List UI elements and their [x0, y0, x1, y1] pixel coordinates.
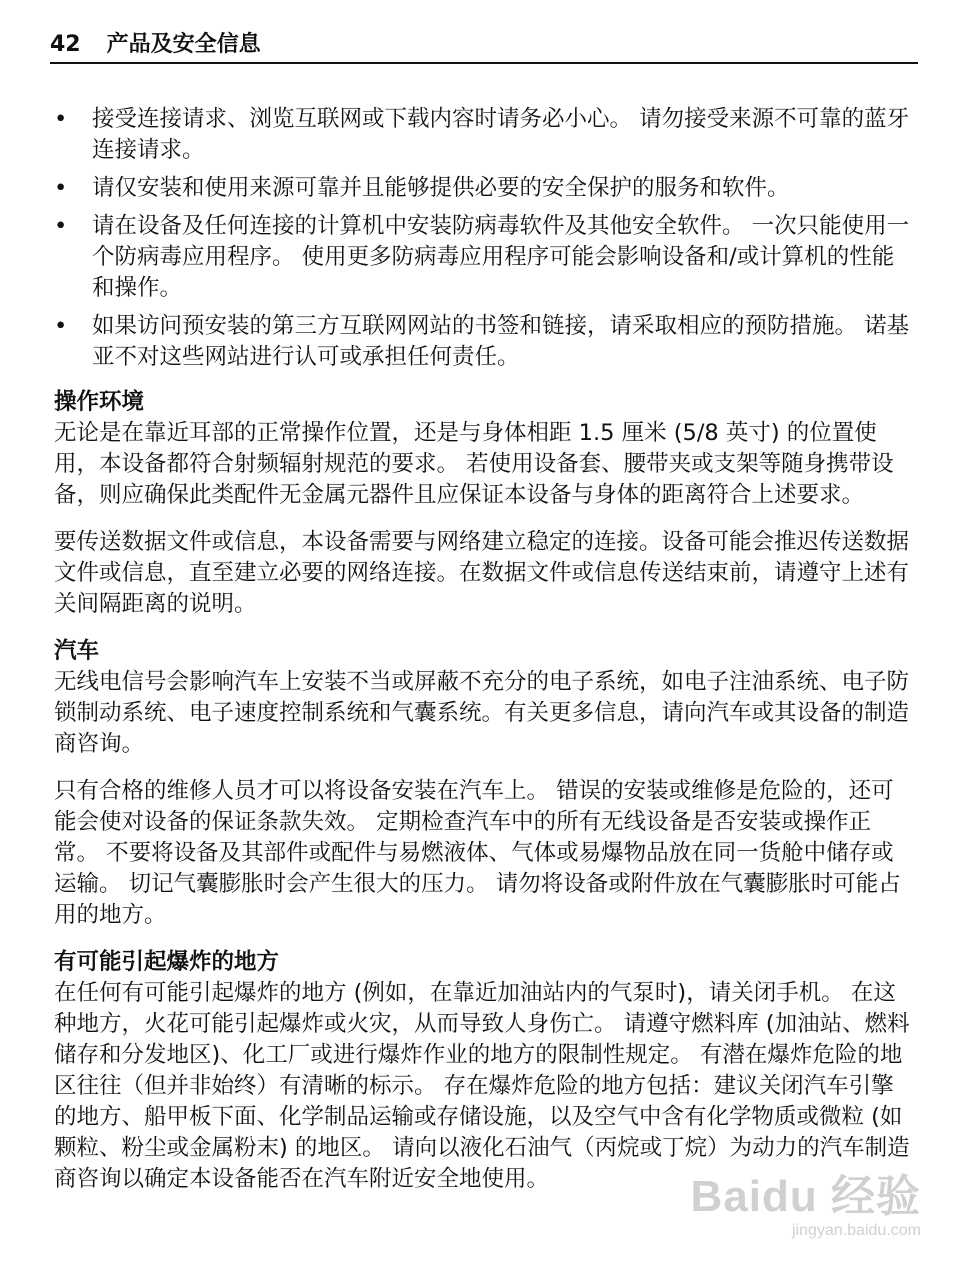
- paragraph: 要传送数据文件或信息，本设备需要与网络建立稳定的连接。设备可能会推迟传送数据文件或信息，直至建立必要的网络连接。在数据文件或信息传送结束前，请遵守上述有关间隔距离的说明。: [54, 529, 910, 617]
- paragraph: 只有合格的维修人员才可以将设备安装在汽车上。 错误的安装或维修是危险的，还可能会使对设备的保证条款失效。 定期检查汽车中的所有无线设备是否安装或操作正常。 不要将设备及其部件或配件与易燃液体、气体或易爆物品放在同一货舱中储存或运输。 切记气囊膨胀时会产生很大的压力。 请勿将设备或附件放在气囊膨胀时可能占用的地方。: [54, 778, 901, 928]
- section-heading-vehicles: 汽车: [54, 638, 100, 664]
- list-item: [54, 311, 914, 373]
- page-content: [54, 104, 914, 1211]
- list-item-text: 如果访问预安装的第三方互联网网站的书签和链接，请采取相应的预防措施。 诺基亚不对这些网站进行认可或承担任何责任。: [92, 313, 910, 370]
- list-item-text: 请在设备及任何连接的计算机中安装防病毒软件及其他安全软件。 一次只能使用一个防病毒应用程序。 使用更多防病毒应用程序可能会影响设备和/或计算机的性能和操作。: [92, 213, 910, 301]
- paragraph: 在任何有可能引起爆炸的地方 (例如，在靠近加油站内的气泵时)，请关闭手机。 在这种地方，火花可能引起爆炸或火灾，从而导致人身伤亡。 请遵守燃料库 (加油站、燃料储存和分发地区)、化工厂或进行爆炸作业的地方的限制性规定。 有潜在爆炸危险的地区往往（但并非始终）有清晰的标示。 存在爆炸危险的地方包括：建议关闭汽车引擎的地方、船甲板下面、化学制品运输或存储设施，以及空气中含有化学物质或微粒 (如颗粒、粉尘或金属粉末) 的地区。 请向以液化石油气（丙烷或丁烷）为动力的汽车制造商咨询以确定本设备能否在汽车附近安全地使用。: [54, 980, 910, 1192]
- paragraph: 无论是在靠近耳部的正常操作位置，还是与身体相距 1.5 厘米 (5/8 英寸) 的位置使用，本设备都符合射频辐射规范的要求。 若使用设备套、腰带夹或支架等随身携带设备，则应确保此类配件无金属元器件且应保证本设备与身体的距离符合上述要求。: [54, 420, 894, 508]
- page-number: 42: [50, 32, 81, 57]
- bullet-list: [54, 104, 914, 373]
- bullet-icon: •: [54, 313, 68, 339]
- bullet-icon: •: [54, 175, 68, 201]
- bullet-icon: •: [54, 213, 68, 239]
- section-heading-explosive-areas: 有可能引起爆炸的地方: [54, 949, 280, 975]
- bullet-icon: •: [54, 106, 68, 132]
- list-item-text: 请仅安装和使用来源可靠并且能够提供必要的安全保护的服务和软件。: [92, 175, 790, 201]
- page-header: [50, 28, 918, 64]
- list-item: [54, 173, 914, 204]
- watermark-url: jingyan.baidu.com: [792, 1222, 921, 1239]
- watermark: [691, 1174, 921, 1240]
- paragraph: 无线电信号会影响汽车上安装不当或屏蔽不充分的电子系统，如电子注油系统、电子防锁制动系统、电子速度控制系统和气囊系统。有关更多信息，请向汽车或其设备的制造商咨询。: [54, 669, 910, 757]
- header-title: 产品及安全信息: [106, 32, 261, 57]
- section-heading-operating-environment: 操作环境: [54, 389, 145, 415]
- list-item: [54, 211, 914, 304]
- list-item: [54, 104, 914, 166]
- watermark-logo: Baidu 经验: [690, 1172, 921, 1221]
- list-item-text: 接受连接请求、浏览互联网或下载内容时请务必小心。 请勿接受来源不可靠的蓝牙连接请求。: [92, 106, 910, 163]
